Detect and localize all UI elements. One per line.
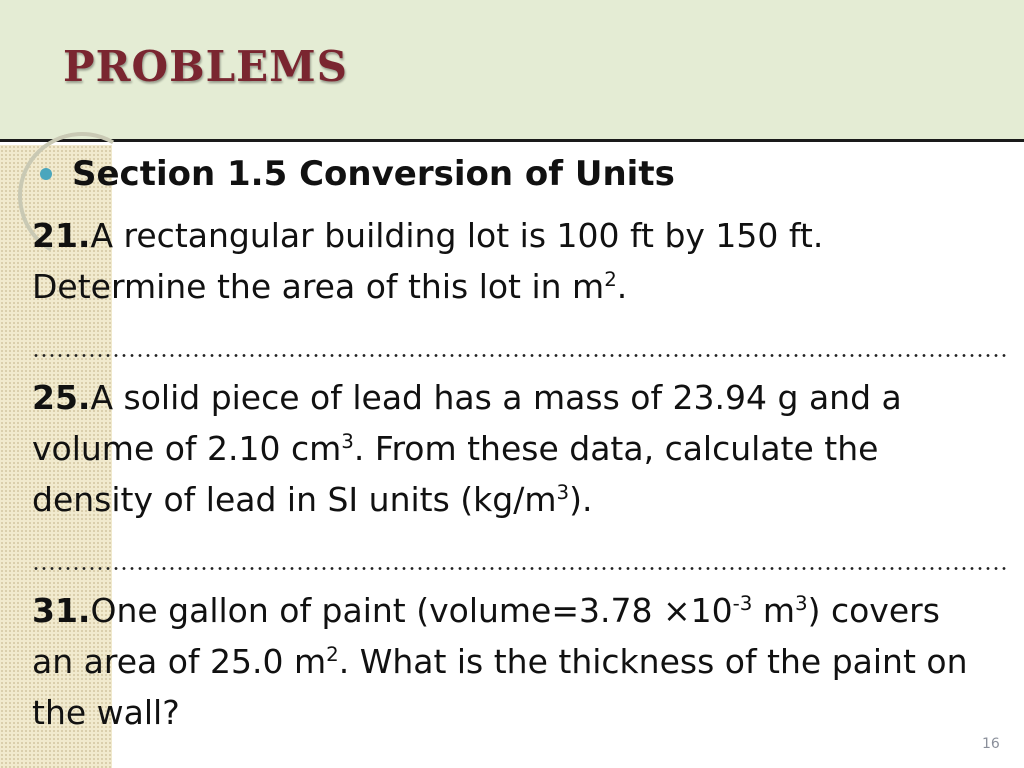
bullet-icon [40, 168, 52, 180]
slide-title: PROBLEMS [63, 42, 348, 91]
problem-21-line-1: 21.A rectangular building lot is 100 ft by 150 ft. [32, 216, 824, 255]
slide-header [0, 0, 1024, 142]
problem-25-line-2: volume of 2.10 $cm^3$. From these data, calculate the [32, 429, 879, 468]
problem-number: 25. [32, 378, 91, 417]
section-heading: Section 1.5 Conversion of Units [72, 154, 675, 194]
problem-31-line-2: an area of 25.0 $m^2$. What is the thickness of the paint on [32, 642, 968, 681]
dotted-separator [32, 354, 1008, 357]
dotted-separator [32, 567, 1008, 570]
problem-31-line-3: the wall? [32, 693, 180, 732]
problem-21-line-2: Determine the area of this lot in $m^2$. [32, 267, 628, 306]
page-number: 16 [982, 736, 1000, 752]
problem-25-line-1: 25.A solid piece of lead has a mass of 23.94 g and a [32, 378, 902, 417]
problem-number: 21. [32, 216, 91, 255]
problem-25-line-3: density of lead in SI units $(kg/m^3)$. [32, 480, 593, 519]
problem-number: 31. [32, 591, 91, 630]
problem-31-line-1: 31.One gallon of paint (volume=3.78 $\times 10^{-3}$ $m^3$) covers [32, 591, 940, 630]
